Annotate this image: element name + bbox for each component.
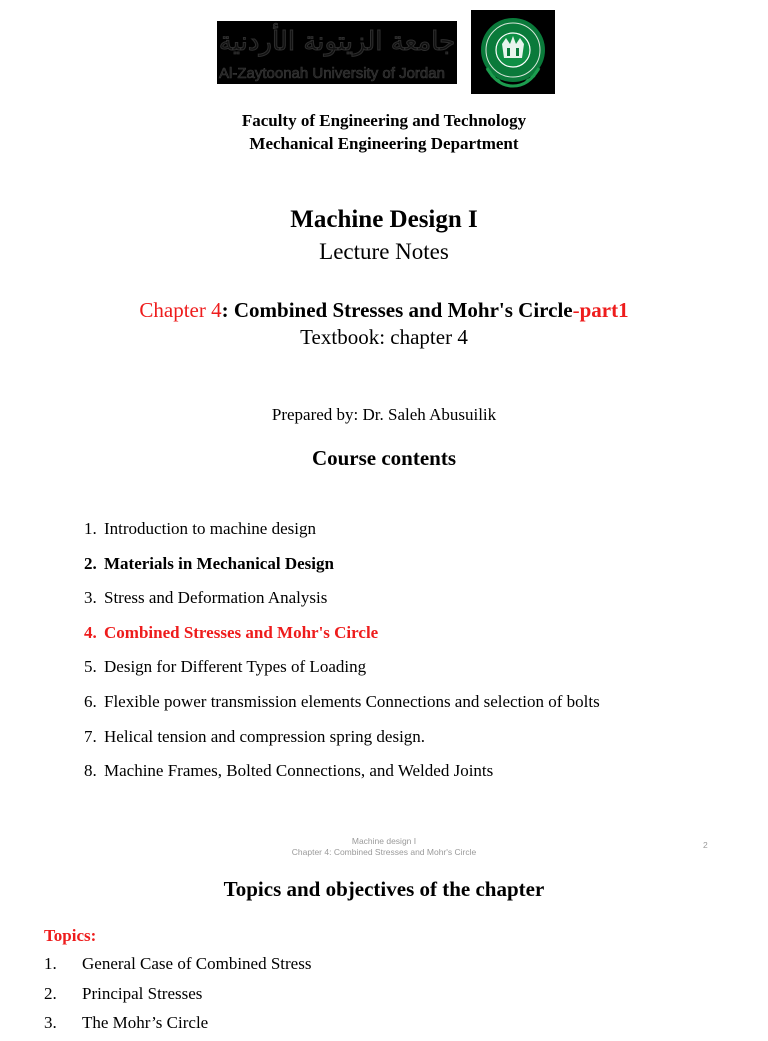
contents-item: 6. Flexible power transmission elements Connections and selection of bolts — [84, 691, 600, 711]
course-contents-title: Course contents — [311, 446, 457, 470]
course-title: Machine Design I — [290, 206, 478, 233]
chapter-separator: : — [221, 298, 234, 322]
chapter-part: part1 — [579, 298, 629, 322]
contents-item: 2. Materials in Mechanical Design — [84, 553, 334, 573]
contents-item: 7. Helical tension and compression spring design. — [84, 726, 426, 746]
chapter-label: Chapter 4 — [139, 298, 222, 322]
contents-item: 1. Introduction to machine design — [84, 519, 316, 538]
topic-item: 1. General Case of Combined Stress — [44, 954, 312, 973]
topics-label: Topics: — [44, 926, 97, 945]
university-seal-icon — [471, 10, 555, 94]
page-number: 2 — [703, 840, 708, 850]
footer-chapter: Chapter 4: Combined Stresses and Mohr's Circle — [291, 847, 477, 857]
contents-item: 3. Stress and Deformation Analysis — [84, 588, 328, 608]
chapter-heading — [0, 296, 768, 324]
page-footer — [0, 836, 768, 858]
textbook-reference: Textbook: chapter 4 — [300, 325, 468, 349]
course-subtitle: Lecture Notes — [319, 239, 449, 264]
logo-latin-text: Al-Zaytoonah University of Jordan — [219, 65, 445, 82]
faculty-heading — [0, 109, 768, 155]
chapter-name: Combined Stresses and Mohr's Circle — [233, 298, 573, 322]
contents-item-current: 4. Combined Stresses and Mohr's Circle — [84, 622, 379, 642]
topic-item: 3. The Mohr’s Circle — [44, 1013, 209, 1032]
university-logo-text — [217, 21, 457, 84]
contents-item: 8. Machine Frames, Bolted Connections, and Welded Joints — [84, 761, 494, 781]
contents-item: 5. Design for Different Types of Loading — [84, 657, 367, 677]
topics-list — [44, 952, 311, 1041]
prepared-by: Prepared by: Dr. Saleh Abusuilik — [271, 405, 497, 424]
department-name: Mechanical Engineering Department — [249, 134, 519, 153]
course-contents-list — [84, 516, 600, 793]
logo-arabic-text: جامعة الزيتونة الأردنية — [218, 27, 456, 57]
footer-course: Machine design I — [351, 836, 417, 846]
chapter-dash: - — [572, 298, 580, 322]
topic-item: 2. Principal Stresses — [44, 983, 203, 1003]
faculty-name: Faculty of Engineering and Technology — [241, 111, 527, 130]
topics-title: Topics and objectives of the chapter — [223, 877, 545, 901]
